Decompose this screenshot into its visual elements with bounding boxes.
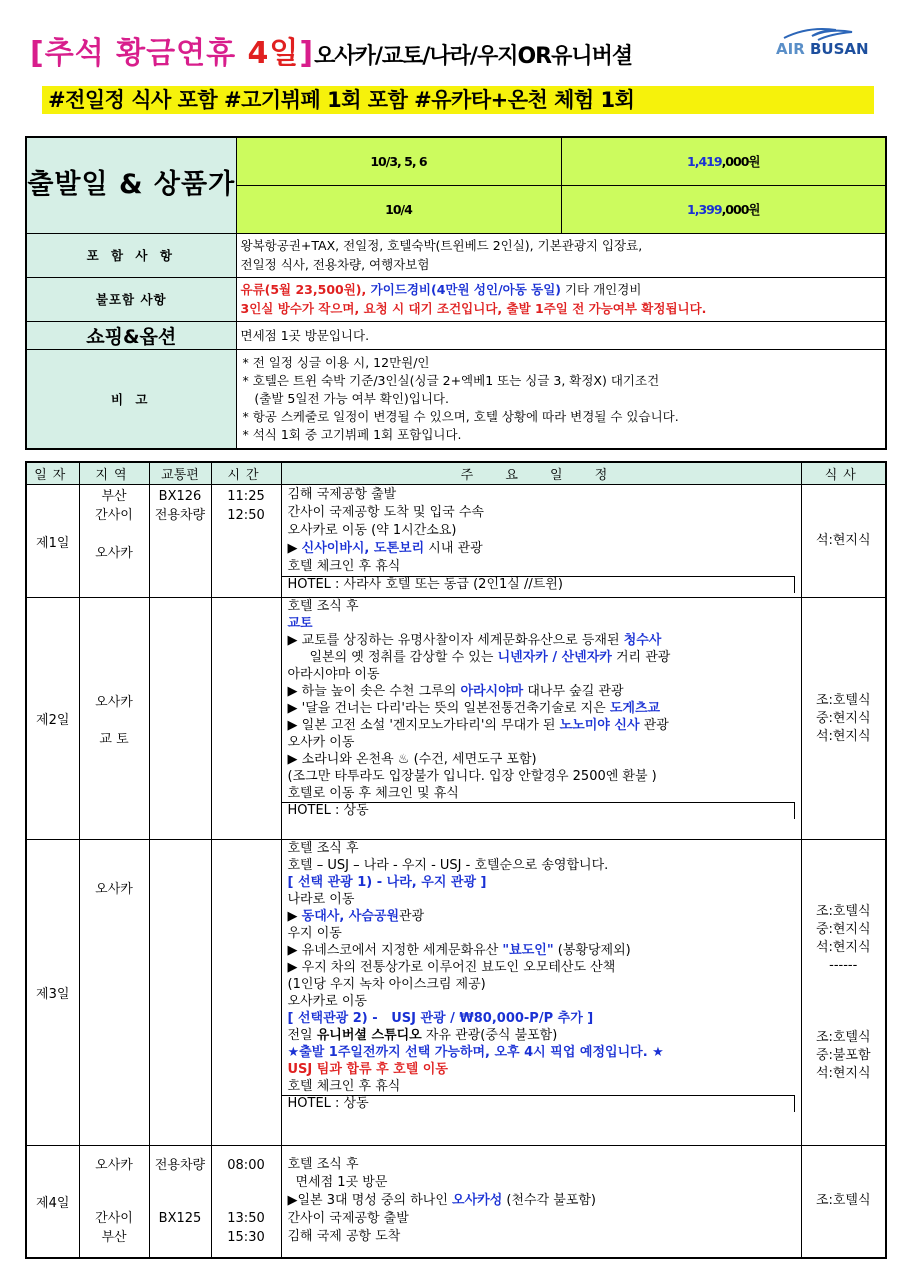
day4-row xyxy=(26,1146,886,1258)
day1-label: 제1일 xyxy=(26,485,79,598)
header-itinerary: 주 요 일 정 xyxy=(281,462,801,485)
day4-time: 08:00 13:50 15:30 xyxy=(211,1146,281,1258)
day3-transport xyxy=(149,840,211,1146)
day1-transport: BX126 전용차량 xyxy=(149,485,211,598)
day3-time xyxy=(211,840,281,1146)
day3-label: 제3일 xyxy=(26,840,79,1146)
header-transport: 교통편 xyxy=(149,462,211,485)
day2-hotel: HOTEL : 상동 xyxy=(282,802,795,819)
day1-hotel: HOTEL : 사라사 호텔 또는 동급 (2인1실 //트윈) xyxy=(282,576,795,593)
header-day: 일자 xyxy=(26,462,79,485)
schedule-table xyxy=(25,461,887,1259)
title-main: [추석 황금연휴 4일] xyxy=(30,36,315,71)
day3-meal: 조:호텔식 중:현지식 석:현지식 ------ 조:호텔식 중:불포함 석:현지식 xyxy=(801,840,886,1146)
includes-label: 포 함 사 항 xyxy=(26,233,236,277)
header-meal: 식사 xyxy=(801,462,886,485)
price-2: 1,399,000원 xyxy=(561,185,886,233)
day3-plan: 호텔 조식 후 호텔 – USJ – 나라 - 우지 - USJ - 호텔순으로 송영합니다. [ 선택 관광 1) - 나라, 우지 관광 ] 나라로 이동 ▶ 동대사, 사슴공원관광 우지 이동 ▶ 유네스코에서 지정한 세계문화유산 "뵤도인" (봉황당제외) ▶ 우지 차의 전통상가로 이루어진 뵤도인 오모테산도 산책 (1인당 우지 녹차 아이스크림 제공) 오사카로 이동 [ 선택관광 2) - USJ 관광 / ₩80,000-P/P 추가 ] 전일 유니버셜 스튜디오 자유 관광(중식 불포함) ★출발 1주일전까지 선택 가능하며, 오후 4시 픽업 예정입니다. ★ USJ 팀과 합류 후 호텔 이동 호텔 체크인 후 휴식 HOTEL : 상동 xyxy=(281,840,801,1146)
title-sub: 오사카/교토/나라/우지OR유니버셜 xyxy=(314,44,633,69)
day2-time xyxy=(211,598,281,840)
excludes-text: 유류(5월 23,500원), 가이드경비(4만원 성인/아동 동일) 기타 개인경비 3인실 방수가 작으며, 요청 시 대기 조건입니다, 출발 1주일 전 가능여부 확정됩니다. xyxy=(236,277,886,321)
day4-transport: 전용차량 BX125 xyxy=(149,1146,211,1258)
excludes-label: 불포함 사항 xyxy=(26,277,236,321)
day2-region: 오사카 교 토 xyxy=(79,598,149,840)
day1-time: 11:25 12:50 xyxy=(211,485,281,598)
promo-banner: #전일정 식사 포함 #고기뷔페 1회 포함 #유카타+온천 체험 1회 xyxy=(42,86,874,114)
air-busan-logo: AIR BUSAN xyxy=(776,24,876,64)
includes-text: 왕복항공권+TAX, 전일정, 호텔숙박(트윈베드 2인실), 기본관광지 입장료, 전일정 식사, 전용차량, 여행자보험 xyxy=(236,233,886,277)
day2-meal: 조:호텔식 중:현지식 석:현지식 xyxy=(801,598,886,840)
day3-row xyxy=(26,840,886,1146)
day1-meal: 석:현지식 xyxy=(801,485,886,598)
price-1: 1,419,000원 xyxy=(561,137,886,185)
date-1: 10/3, 5, 6 xyxy=(236,137,561,185)
day2-label: 제2일 xyxy=(26,598,79,840)
day1-plan: 김해 국제공항 출발 간사이 국제공항 도착 및 입국 수속 오사카로 이동 (약 1시간소요) ▶ 신사이바시, 도톤보리 시내 관광 호텔 체크인 후 휴식 HOTEL : 사라사 호텔 또는 동급 (2인1실 //트윈) xyxy=(281,485,801,598)
day3-region: 오사카 xyxy=(79,840,149,1146)
day4-meal: 조:호텔식 xyxy=(801,1146,886,1258)
departure-label: 출발일 & 상품가 xyxy=(27,169,236,201)
page-title xyxy=(30,28,632,72)
product-info-table xyxy=(25,136,887,450)
departure-label-cell xyxy=(26,137,236,233)
shopping-label: 쇼핑&옵션 xyxy=(26,321,236,349)
day4-region: 오사카 간사이 부산 xyxy=(79,1146,149,1258)
shopping-text: 면세점 1곳 방문입니다. xyxy=(236,321,886,349)
notes-text: * 전 일정 싱글 이용 시, 12만원/인 * 호텔은 트윈 숙박 기준/3인실(싱글 2+엑베1 또는 싱글 3, 확정X) 대기조건 (출발 5일전 가능 여부 확인)입니다. * 항공 스케줄로 일정이 변경될 수 있으며, 호텔 상황에 따라 변경될 수 있습니다. * 석식 1회 중 고기뷔페 1회 포함입니다. xyxy=(236,349,886,449)
day2-transport xyxy=(149,598,211,840)
day1-region: 부산 간사이 오사카 xyxy=(79,485,149,598)
meal-separator: ------ xyxy=(829,957,858,973)
date-2: 10/4 xyxy=(236,185,561,233)
day2-plan: 호텔 조식 후 교토 ▶ 교토를 상징하는 유명사찰이자 세계문화유산으로 등재된 청수사 일본의 옛 정취를 감상할 수 있는 니넨자카 / 산넨자카 거리 관광 아라시야마 이동 ▶ 하늘 높이 솟은 수천 그루의 아라시야마 대나무 숲길 관광 ▶ '달을 건너는 다리'라는 뜻의 일본전통건축기술로 지은 도게츠교 ▶ 일본 고전 소설 '겐지모노가타리'의 무대가 된 노노미야 신사 관광 오사카 이동 ▶ 소라니와 온천욕 ♨ (수건, 세면도구 포함) (조그만 타투라도 입장불가 입니다. 입장 안할경우 2500엔 환불 ) 호텔로 이동 후 체크인 및 휴식 HOTEL : 상동 xyxy=(281,598,801,840)
day4-label: 제4일 xyxy=(26,1146,79,1258)
day4-plan: 호텔 조식 후 면세점 1곳 방문 ▶일본 3대 명성 중의 하나인 오사카성 (천수각 불포함) 간사이 국제공항 출발 김해 국제 공항 도착 xyxy=(281,1146,801,1258)
day1-row xyxy=(26,485,886,598)
header-region: 지역 xyxy=(79,462,149,485)
notes-label: 비 고 xyxy=(26,349,236,449)
day2-row xyxy=(26,598,886,840)
day3-hotel: HOTEL : 상동 xyxy=(282,1095,795,1112)
header-time: 시간 xyxy=(211,462,281,485)
